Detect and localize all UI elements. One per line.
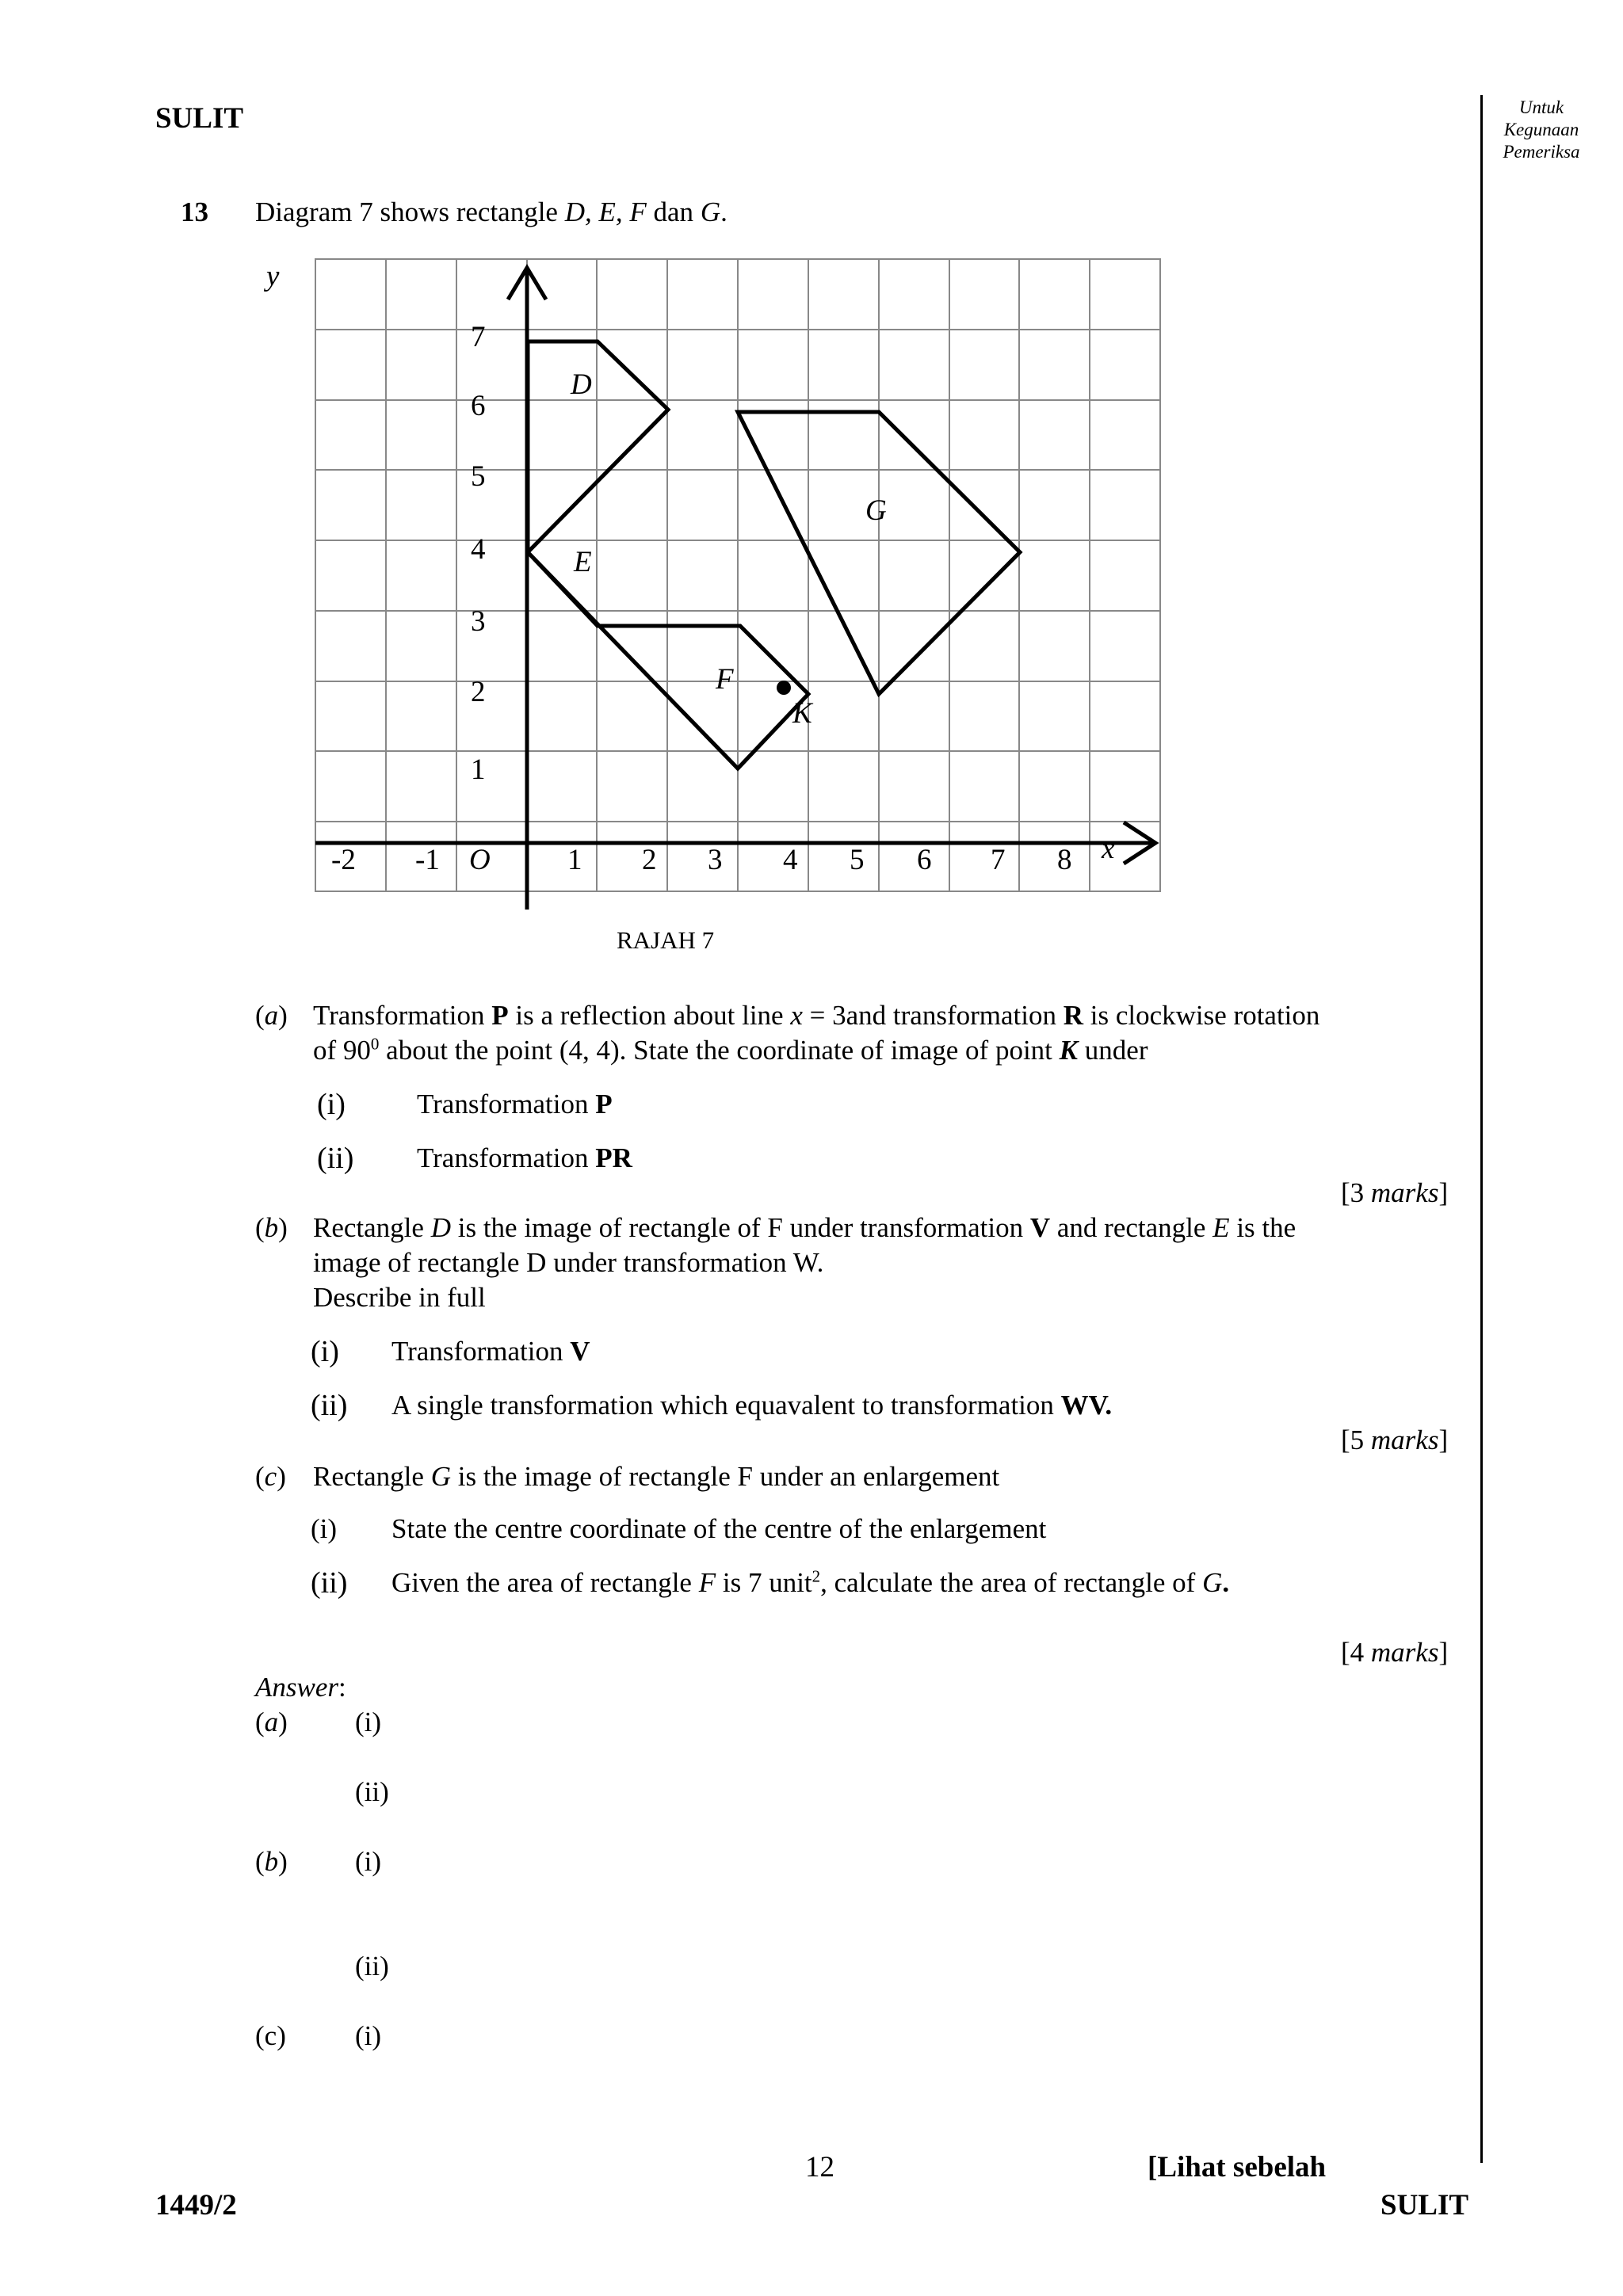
c-marks-w: marks [1370, 1637, 1439, 1668]
footer-code: 1449/2 [155, 2189, 237, 2222]
part-b-marks [1341, 1423, 1448, 1458]
part-c-line-1 [313, 1459, 999, 1494]
b1-E: E [1212, 1212, 1230, 1243]
cii-sup: 2 [812, 1566, 821, 1586]
x-tick-5: 5 [850, 844, 865, 876]
part-a-ii-text [417, 1141, 632, 1176]
answer-b-label: (b) [255, 1846, 288, 1877]
b-marks-n: [5 [1341, 1425, 1371, 1455]
bi-bold: V [570, 1336, 590, 1367]
margin-line-1: Untuk [1518, 97, 1564, 117]
part-b-ii-num: (ii) [311, 1389, 348, 1422]
aii-bold: PR [595, 1142, 632, 1173]
cii-G: G [1202, 1567, 1223, 1598]
answer-a-label: (a) [255, 1707, 288, 1737]
label-D: D [571, 368, 592, 401]
c1-G: G [430, 1461, 451, 1492]
footer-sulit: SULIT [1381, 2189, 1469, 2222]
cii-t2: is 7 unit [716, 1567, 812, 1598]
aii-text: Transformation [417, 1142, 596, 1173]
b1-t4: is the [1229, 1212, 1296, 1243]
label-K: K [792, 697, 812, 730]
part-a-label: (a) [255, 1000, 288, 1031]
part-c-ii-num: (ii) [311, 1566, 348, 1600]
answer-b-letter: b [264, 1846, 279, 1877]
a1-P: P [491, 1000, 509, 1031]
question-number: 13 [181, 196, 208, 227]
part-b-line-3: Describe in full [313, 1282, 486, 1313]
bii-bold: WV. [1060, 1390, 1113, 1421]
intro-pre: Diagram 7 shows rectangle [255, 196, 565, 227]
part-a-marks [1341, 1176, 1448, 1211]
a-marks-c: ] [1438, 1177, 1449, 1208]
y-tick-2: 2 [471, 676, 486, 708]
x-tick-2: 2 [642, 844, 657, 876]
part-a-ii-num: (ii) [317, 1142, 354, 1175]
axes [315, 268, 1155, 910]
page-number: 12 [805, 2151, 834, 2183]
b1-t1: Rectangle [313, 1212, 431, 1243]
x-tick-6: 6 [917, 844, 932, 876]
footer-next: [Lihat sebelah [1148, 2151, 1327, 2183]
diagram-caption: RAJAH 7 [617, 926, 715, 954]
part-a-i-num: (i) [317, 1088, 346, 1121]
part-b-letter: b [264, 1212, 279, 1243]
part-b-label: (b) [255, 1212, 288, 1243]
b-marks-w: marks [1370, 1425, 1439, 1455]
a2-t2: about the point (4, 4). State the coordinate of image of point [379, 1035, 1060, 1066]
diagram-rajah-7 [0, 0, 1623, 974]
part-b-line-1 [313, 1211, 1296, 1245]
grid [315, 259, 1160, 891]
x-tick-1: 1 [567, 844, 582, 876]
part-c-ii-text [391, 1566, 1229, 1600]
y-tick-4: 4 [471, 533, 486, 566]
x-tick-neg1: -1 [415, 844, 440, 876]
x-tick-neg2: -2 [331, 844, 356, 876]
a1-t4: is clockwise rotation [1083, 1000, 1320, 1031]
part-c-marks [1341, 1635, 1448, 1670]
a1-t2: is a reflection about line [508, 1000, 791, 1031]
part-b-i-text [391, 1334, 590, 1369]
margin-line-3: Pemeriksa [1503, 142, 1580, 162]
y-tick-6: 6 [471, 390, 486, 422]
answer-c-i: (i) [355, 2020, 382, 2051]
part-c-i-num: (i) [311, 1513, 338, 1544]
part-a-i-text [417, 1087, 613, 1122]
a1-t3: = 3and transformation [802, 1000, 1064, 1031]
answer-a-letter: a [264, 1707, 279, 1737]
x-tick-8: 8 [1057, 844, 1072, 876]
y-axis-label: y [266, 260, 280, 292]
margin-line-2: Kegunaan [1503, 120, 1579, 139]
x-tick-4: 4 [783, 844, 798, 876]
a2-t3: under [1078, 1035, 1148, 1066]
intro-last: G [700, 196, 721, 227]
c-marks-n: [4 [1341, 1637, 1371, 1668]
answer-a-i: (i) [355, 1707, 382, 1737]
c-marks-c: ] [1438, 1637, 1449, 1668]
a1-t1: Transformation [313, 1000, 492, 1031]
intro-end: . [720, 196, 727, 227]
bii-text: A single transformation which equavalent to transformation [391, 1390, 1061, 1421]
a2-K: K [1059, 1035, 1079, 1066]
answer-a-ii: (ii) [355, 1776, 389, 1807]
c1-t2: is the image of rectangle F under an enlargement [450, 1461, 1000, 1492]
y-tick-3: 3 [471, 605, 486, 638]
origin-label: O [469, 844, 491, 876]
y-tick-1: 1 [471, 753, 486, 786]
cii-F: F [698, 1567, 716, 1598]
label-F: F [716, 663, 734, 696]
answer-heading [255, 1670, 346, 1705]
b1-V: V [1029, 1212, 1051, 1243]
a2-t1: of 90 [313, 1035, 371, 1066]
b-marks-c: ] [1438, 1425, 1449, 1455]
answer-c-label: (c) [255, 2020, 286, 2051]
y-tick-7: 7 [471, 321, 486, 353]
answer-word: Answer [255, 1672, 338, 1703]
y-tick-5: 5 [471, 460, 486, 493]
cii-end: . [1222, 1567, 1230, 1598]
header-sulit: SULIT [155, 102, 244, 135]
part-a-line-1 [313, 998, 1319, 1033]
b1-D: D [430, 1212, 451, 1243]
ai-bold: P [595, 1089, 613, 1119]
a1-x: x [790, 1000, 803, 1031]
cii-t3: , calculate the area of rectangle of [820, 1567, 1203, 1598]
part-a-line-2 [313, 1033, 1148, 1068]
x-tick-3: 3 [708, 844, 723, 876]
cii-t1: Given the area of rectangle [391, 1567, 699, 1598]
part-b-i-num: (i) [311, 1335, 339, 1368]
label-G: G [865, 494, 887, 527]
a-marks-w: marks [1370, 1177, 1439, 1208]
ai-text: Transformation [417, 1089, 596, 1119]
c1-t1: Rectangle [313, 1461, 431, 1492]
label-E: E [574, 546, 592, 578]
x-axis-label: x [1102, 833, 1115, 865]
answer-b-i: (i) [355, 1846, 382, 1877]
point-K [777, 681, 791, 695]
answer-colon: : [338, 1672, 346, 1703]
bi-text: Transformation [391, 1336, 571, 1367]
part-c-i-text: State the centre coordinate of the centre of the enlargement [391, 1513, 1047, 1544]
a1-R: R [1063, 1000, 1083, 1031]
part-c-letter: c [264, 1461, 277, 1492]
part-c-label: (c) [255, 1461, 286, 1492]
shape-D [528, 341, 668, 552]
b1-t2: is the image of rectangle of F under transformation [450, 1212, 1030, 1243]
a-marks-n: [3 [1341, 1177, 1371, 1208]
a2-sup: 0 [370, 1034, 380, 1054]
intro-mid: dan [646, 196, 701, 227]
part-a-letter: a [264, 1000, 279, 1031]
part-b-line-2: image of rectangle D under transformation W. [313, 1247, 824, 1278]
b1-t3: and rectangle [1050, 1212, 1213, 1243]
x-tick-7: 7 [991, 844, 1006, 876]
part-b-ii-text [391, 1388, 1112, 1423]
shapes [528, 341, 1020, 769]
answer-b-ii: (ii) [355, 1951, 389, 1981]
intro-names: D, E, F [564, 196, 647, 227]
